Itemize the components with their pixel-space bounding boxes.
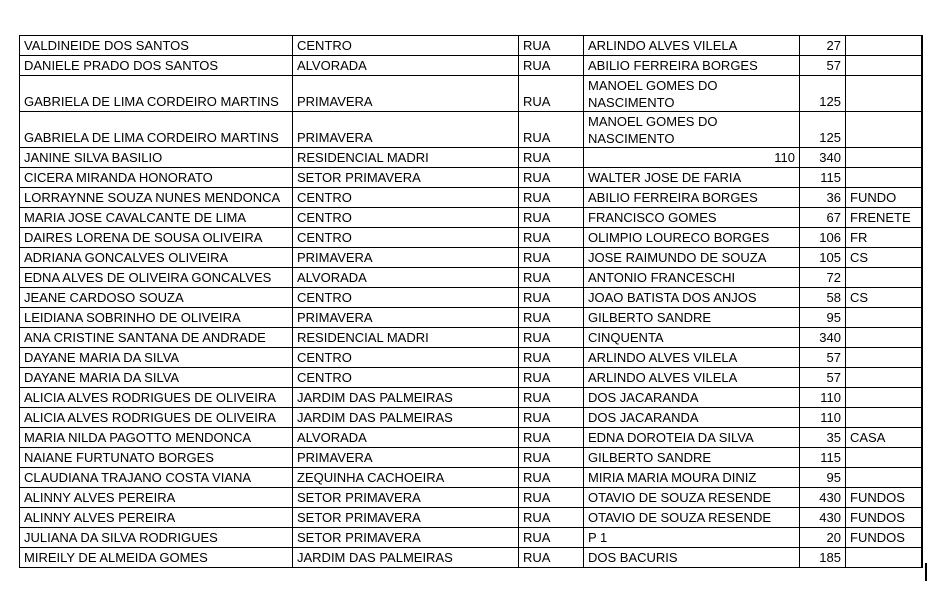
cell-name[interactable]: MARIA NILDA PAGOTTO MENDONCA xyxy=(20,428,293,448)
cell-notes[interactable]: CS xyxy=(846,248,922,268)
cell-number[interactable]: 36 xyxy=(800,188,846,208)
cell-name[interactable]: CLAUDIANA TRAJANO COSTA VIANA xyxy=(20,468,293,488)
cell-neighborhood[interactable]: JARDIM DAS PALMEIRAS xyxy=(293,388,519,408)
cell-name[interactable]: DAYANE MARIA DA SILVA xyxy=(20,348,293,368)
cell-street-type[interactable]: RUA xyxy=(519,76,584,112)
table-row xyxy=(20,228,922,248)
table-row xyxy=(20,188,922,208)
cell-street-number: 110 xyxy=(774,150,795,165)
cell-street[interactable]: EDNA DOROTEIA DA SILVA xyxy=(584,428,800,448)
table-row xyxy=(20,528,922,548)
address-table-body xyxy=(20,36,922,568)
cell-neighborhood[interactable]: CENTRO xyxy=(293,228,519,248)
table-row xyxy=(20,548,922,568)
table-row xyxy=(20,76,922,112)
cell-street[interactable]: JOSE RAIMUNDO DE SOUZA xyxy=(584,248,800,268)
cell-street[interactable]: ABILIO FERREIRA BORGES xyxy=(584,188,800,208)
table-row xyxy=(20,488,922,508)
cell-neighborhood[interactable]: SETOR PRIMAVERA xyxy=(293,508,519,528)
cell-number[interactable]: 72 xyxy=(800,268,846,288)
cell-neighborhood[interactable]: CENTRO xyxy=(293,188,519,208)
cell-notes[interactable]: FR xyxy=(846,228,922,248)
cell-street[interactable]: ARLINDO ALVES VILELA xyxy=(584,348,800,368)
cell-street[interactable]: WALTER JOSE DE FARIA xyxy=(584,168,800,188)
cell-neighborhood[interactable]: ALVORADA xyxy=(293,56,519,76)
cell-street[interactable]: MANOEL GOMES DO NASCIMENTO xyxy=(584,76,800,112)
cell-neighborhood[interactable]: PRIMAVERA xyxy=(293,76,519,112)
cell-number[interactable]: 430 xyxy=(800,508,846,528)
cell-street[interactable]: OTAVIO DE SOUZA RESENDE xyxy=(584,508,800,528)
table-row xyxy=(20,36,922,56)
cell-neighborhood[interactable]: PRIMAVERA xyxy=(293,448,519,468)
cell-notes[interactable] xyxy=(846,308,922,328)
cell-name[interactable]: MARIA JOSE CAVALCANTE DE LIMA xyxy=(20,208,293,228)
cell-number[interactable]: 20 xyxy=(800,528,846,548)
cell-street-type[interactable]: RUA xyxy=(519,548,584,568)
cell-number[interactable]: 340 xyxy=(800,328,846,348)
cell-notes[interactable] xyxy=(846,548,922,568)
cell-notes[interactable]: FUNDOS xyxy=(846,488,922,508)
table-row xyxy=(20,348,922,368)
cell-number[interactable]: 125 xyxy=(800,76,846,112)
cell-street[interactable]: DOS BACURIS xyxy=(584,548,800,568)
cell-street[interactable]: DOS JACARANDA xyxy=(584,388,800,408)
cell-neighborhood[interactable]: ALVORADA xyxy=(293,268,519,288)
cell-street-type[interactable]: RUA xyxy=(519,448,584,468)
cell-name[interactable]: ALICIA ALVES RODRIGUES DE OLIVEIRA xyxy=(20,408,293,428)
cell-name[interactable]: DANIELE PRADO DOS SANTOS xyxy=(20,56,293,76)
cell-neighborhood[interactable]: CENTRO xyxy=(293,368,519,388)
cell-number[interactable]: 58 xyxy=(800,288,846,308)
cell-number[interactable]: 340 xyxy=(800,148,846,168)
cell-notes[interactable] xyxy=(846,368,922,388)
table-row xyxy=(20,468,922,488)
cell-street-type[interactable]: RUA xyxy=(519,208,584,228)
table-row xyxy=(20,368,922,388)
table-row xyxy=(20,448,922,468)
cell-name[interactable]: DAYANE MARIA DA SILVA xyxy=(20,368,293,388)
cell-neighborhood[interactable]: RESIDENCIAL MADRI xyxy=(293,328,519,348)
cell-street-type[interactable]: RUA xyxy=(519,248,584,268)
table-row xyxy=(20,248,922,268)
cell-neighborhood[interactable]: SETOR PRIMAVERA xyxy=(293,168,519,188)
cell-name[interactable]: ALINNY ALVES PEREIRA xyxy=(20,508,293,528)
cell-street[interactable]: OLIMPIO LOURECO BORGES xyxy=(584,228,800,248)
cell-notes[interactable] xyxy=(846,328,922,348)
cell-street-type[interactable]: RUA xyxy=(519,36,584,56)
cell-street-type[interactable]: RUA xyxy=(519,348,584,368)
cell-name[interactable]: CICERA MIRANDA HONORATO xyxy=(20,168,293,188)
cell-name[interactable]: ALICIA ALVES RODRIGUES DE OLIVEIRA xyxy=(20,388,293,408)
cell-neighborhood[interactable]: CENTRO xyxy=(293,348,519,368)
cell-street[interactable]: JOAO BATISTA DOS ANJOS xyxy=(584,288,800,308)
table-row xyxy=(20,168,922,188)
cell-street-type[interactable]: RUA xyxy=(519,388,584,408)
cell-neighborhood[interactable]: RESIDENCIAL MADRI xyxy=(293,148,519,168)
cell-neighborhood[interactable]: PRIMAVERA xyxy=(293,112,519,148)
cell-street-type[interactable]: RUA xyxy=(519,368,584,388)
cell-street-type[interactable]: RUA xyxy=(519,308,584,328)
cell-notes[interactable] xyxy=(846,112,922,148)
cell-street[interactable]: ABILIO FERREIRA BORGES xyxy=(584,56,800,76)
cell-neighborhood[interactable]: PRIMAVERA xyxy=(293,308,519,328)
table-row xyxy=(20,508,922,528)
cell-name[interactable]: ADRIANA GONCALVES OLIVEIRA xyxy=(20,248,293,268)
cell-street-type[interactable]: RUA xyxy=(519,228,584,248)
table-row xyxy=(20,388,922,408)
cell-notes[interactable] xyxy=(846,56,922,76)
cell-neighborhood[interactable]: CENTRO xyxy=(293,288,519,308)
cell-street[interactable]: GILBERTO SANDRE xyxy=(584,448,800,468)
cell-street-type[interactable]: RUA xyxy=(519,508,584,528)
cell-name[interactable]: GABRIELA DE LIMA CORDEIRO MARTINS xyxy=(20,112,293,148)
cell-number[interactable]: 110 xyxy=(800,408,846,428)
text-cursor xyxy=(925,563,927,581)
cell-name[interactable]: ANA CRISTINE SANTANA DE ANDRADE xyxy=(20,328,293,348)
cell-street-type[interactable]: RUA xyxy=(519,428,584,448)
cell-street[interactable]: FRANCISCO GOMES xyxy=(584,208,800,228)
table-row xyxy=(20,308,922,328)
cell-street[interactable]: GILBERTO SANDRE xyxy=(584,308,800,328)
cell-notes[interactable] xyxy=(846,268,922,288)
cell-street[interactable] xyxy=(584,148,800,168)
cell-neighborhood[interactable]: CENTRO xyxy=(293,208,519,228)
cell-neighborhood[interactable]: ZEQUINHA CACHOEIRA xyxy=(293,468,519,488)
cell-street-type[interactable]: RUA xyxy=(519,288,584,308)
cell-street[interactable]: ARLINDO ALVES VILELA xyxy=(584,368,800,388)
cell-number[interactable]: 106 xyxy=(800,228,846,248)
cell-street-type[interactable]: RUA xyxy=(519,168,584,188)
cell-name[interactable]: MIREILY DE ALMEIDA GOMES xyxy=(20,548,293,568)
cell-name[interactable]: VALDINEIDE DOS SANTOS xyxy=(20,36,293,56)
cell-street-type[interactable]: RUA xyxy=(519,528,584,548)
cell-name[interactable]: EDNA ALVES DE OLIVEIRA GONCALVES xyxy=(20,268,293,288)
cell-street[interactable]: MANOEL GOMES DO NASCIMENTO xyxy=(584,112,800,148)
cell-name[interactable]: JULIANA DA SILVA RODRIGUES xyxy=(20,528,293,548)
cell-notes[interactable] xyxy=(846,148,922,168)
cell-neighborhood[interactable]: PRIMAVERA xyxy=(293,248,519,268)
cell-street[interactable]: DOS JACARANDA xyxy=(584,408,800,428)
cell-number[interactable]: 115 xyxy=(800,448,846,468)
table-row xyxy=(20,208,922,228)
cell-name[interactable]: ALINNY ALVES PEREIRA xyxy=(20,488,293,508)
cell-name[interactable]: LORRAYNNE SOUZA NUNES MENDONCA xyxy=(20,188,293,208)
cell-notes[interactable] xyxy=(846,408,922,428)
cell-number[interactable]: 185 xyxy=(800,548,846,568)
cell-street[interactable]: P 1 xyxy=(584,528,800,548)
cell-street-type[interactable]: RUA xyxy=(519,148,584,168)
cell-neighborhood[interactable]: JARDIM DAS PALMEIRAS xyxy=(293,548,519,568)
cell-street-type[interactable]: RUA xyxy=(519,468,584,488)
cell-number[interactable]: 95 xyxy=(800,468,846,488)
cell-number[interactable]: 430 xyxy=(800,488,846,508)
cell-number[interactable]: 27 xyxy=(800,36,846,56)
table-row xyxy=(20,56,922,76)
cell-notes[interactable]: CASA xyxy=(846,428,922,448)
cell-street-type[interactable]: RUA xyxy=(519,56,584,76)
cell-number[interactable]: 35 xyxy=(800,428,846,448)
cell-notes[interactable] xyxy=(846,76,922,112)
cell-street[interactable]: OTAVIO DE SOUZA RESENDE xyxy=(584,488,800,508)
cell-number[interactable]: 57 xyxy=(800,368,846,388)
table-row xyxy=(20,428,922,448)
cell-neighborhood[interactable]: SETOR PRIMAVERA xyxy=(293,488,519,508)
cell-number[interactable]: 95 xyxy=(800,308,846,328)
table-row xyxy=(20,268,922,288)
cell-name[interactable]: DAIRES LORENA DE SOUSA OLIVEIRA xyxy=(20,228,293,248)
cell-street-type[interactable]: RUA xyxy=(519,112,584,148)
address-table xyxy=(19,35,923,568)
cell-number[interactable]: 57 xyxy=(800,348,846,368)
cell-street-type[interactable]: RUA xyxy=(519,408,584,428)
cell-street[interactable]: MIRIA MARIA MOURA DINIZ xyxy=(584,468,800,488)
cell-number[interactable]: 57 xyxy=(800,56,846,76)
cell-notes[interactable] xyxy=(846,388,922,408)
cell-street-type[interactable]: RUA xyxy=(519,188,584,208)
table-row xyxy=(20,148,922,168)
cell-notes[interactable] xyxy=(846,448,922,468)
cell-number[interactable]: 105 xyxy=(800,248,846,268)
cell-name[interactable]: JEANE CARDOSO SOUZA xyxy=(20,288,293,308)
cell-number[interactable]: 115 xyxy=(800,168,846,188)
cell-name[interactable]: NAIANE FURTUNATO BORGES xyxy=(20,448,293,468)
cell-notes[interactable] xyxy=(846,468,922,488)
cell-name[interactable]: GABRIELA DE LIMA CORDEIRO MARTINS xyxy=(20,76,293,112)
cell-notes[interactable]: FRENETE xyxy=(846,208,922,228)
cell-number[interactable]: 110 xyxy=(800,388,846,408)
cell-street-type[interactable]: RUA xyxy=(519,488,584,508)
cell-street-type[interactable]: RUA xyxy=(519,328,584,348)
cell-number[interactable]: 67 xyxy=(800,208,846,228)
table-row xyxy=(20,288,922,308)
cell-street[interactable]: CINQUENTA xyxy=(584,328,800,348)
cell-street[interactable]: ARLINDO ALVES VILELA xyxy=(584,36,800,56)
cell-street-type[interactable]: RUA xyxy=(519,268,584,288)
cell-neighborhood[interactable]: SETOR PRIMAVERA xyxy=(293,528,519,548)
cell-neighborhood[interactable]: ALVORADA xyxy=(293,428,519,448)
cell-notes[interactable]: CS xyxy=(846,288,922,308)
table-row xyxy=(20,408,922,428)
cell-notes[interactable]: FUNDOS xyxy=(846,528,922,548)
cell-neighborhood[interactable]: CENTRO xyxy=(293,36,519,56)
cell-notes[interactable] xyxy=(846,36,922,56)
cell-notes[interactable]: FUNDO xyxy=(846,188,922,208)
table-row xyxy=(20,328,922,348)
cell-neighborhood[interactable]: JARDIM DAS PALMEIRAS xyxy=(293,408,519,428)
cell-number[interactable]: 125 xyxy=(800,112,846,148)
cell-street[interactable]: ANTONIO FRANCESCHI xyxy=(584,268,800,288)
cell-name[interactable]: JANINE SILVA BASILIO xyxy=(20,148,293,168)
cell-notes[interactable] xyxy=(846,168,922,188)
table-row xyxy=(20,112,922,148)
cell-notes[interactable] xyxy=(846,348,922,368)
cell-notes[interactable]: FUNDOS xyxy=(846,508,922,528)
cell-name[interactable]: LEIDIANA SOBRINHO DE OLIVEIRA xyxy=(20,308,293,328)
